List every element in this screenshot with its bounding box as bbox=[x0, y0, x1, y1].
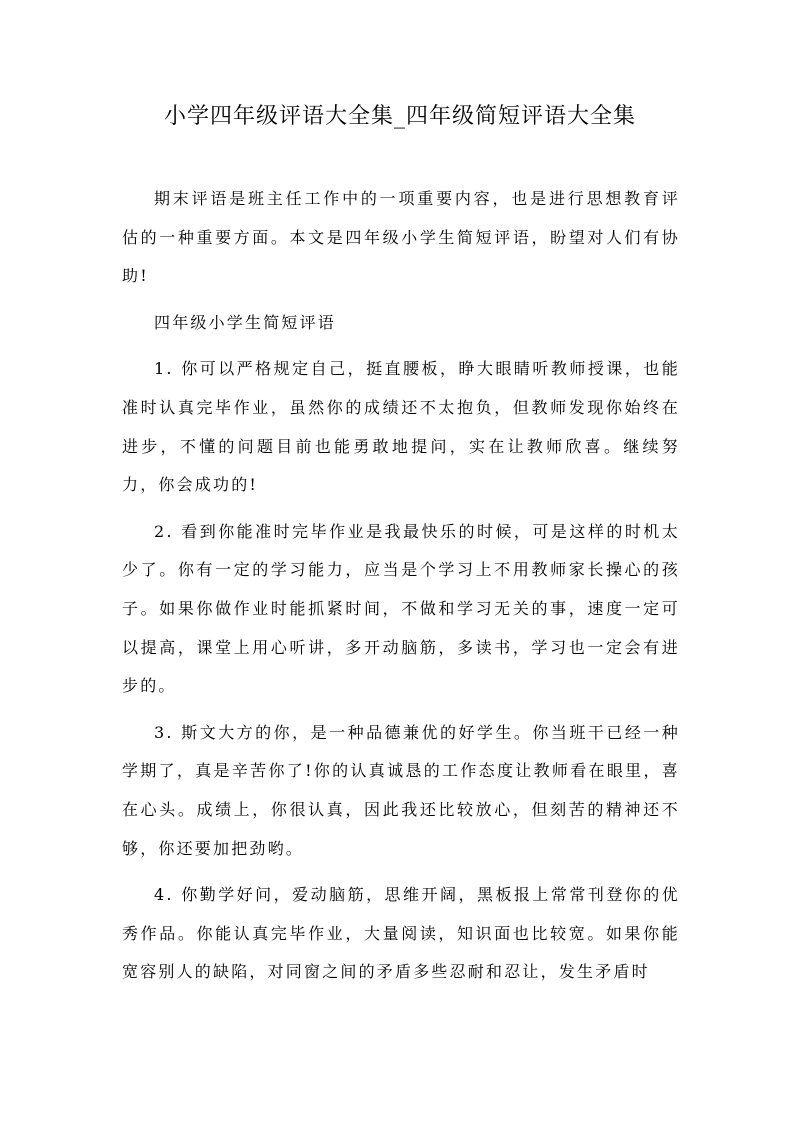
comment-paragraph-3: 3. 斯文大方的你，是一种品德兼优的好学生。你当班干已经一种学期了，真是辛苦你了!你的认真诚恳的工作态度让教师看在眼里，喜在心头。成绩上，你很认真，因此我还比较放心，但刻苦的精神还不够，你还要加把劲哟。 bbox=[122, 722, 680, 858]
document-title: 小学四年级评语大全集_四年级简短评语大全集 bbox=[163, 104, 636, 129]
intro-paragraph: 期末评语是班主任工作中的一项重要内容，也是进行思想教育评估的一种重要方面。本文是四年级小学生简短评语，盼望对人们有协助! bbox=[122, 189, 680, 286]
comment-paragraph-1: 1. 你可以严格规定自己，挺直腰板，睁大眼睛听教师授课，也能准时认真完毕作业，虽然你的成绩还不太抱负，但教师发现你始终在进步，不懂的问题目前也能勇敢地提问，实在让教师欣喜。继续努力，你会成功的! bbox=[122, 359, 680, 495]
comment-paragraph-2: 2. 看到你能准时完毕作业是我最快乐的时候，可是这样的时机太少了。你有一定的学习能力，应当是个学习上不用教师家长操心的孩子。如果你做作业时能抓紧时间，不做和学习无关的事，速度一定可以提高，课堂上用心听讲，多开动脑筋，多读书，学习也一定会有进步的。 bbox=[122, 521, 680, 696]
document-body bbox=[122, 180, 680, 1000]
comment-paragraph-4: 4. 你勤学好问，爱动脑筋，思维开阔，黑板报上常常刊登你的优秀作品。你能认真完毕作业，大量阅读，知识面也比较宽。如果你能宽容别人的缺陷，对同窗之间的矛盾多些忍耐和忍让，发生矛盾时 bbox=[122, 885, 680, 982]
section-heading: 四年级小学生简短评语 bbox=[154, 312, 337, 332]
